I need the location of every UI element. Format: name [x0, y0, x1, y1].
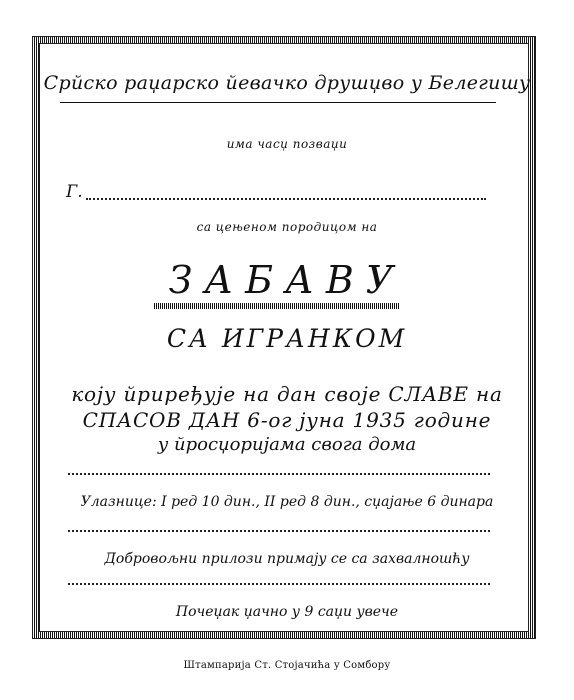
society-header: Срйско раџарско йевачко друшџво у Белегишу	[43, 72, 531, 94]
guest-prefix: Г.	[66, 182, 83, 202]
donations-note: Добровољни прилози примају се са захвалношћу	[104, 551, 470, 567]
event-subtitle: СА ИГРАНКОМ	[166, 324, 408, 353]
dotted-separator	[68, 583, 490, 585]
dotted-separator	[68, 530, 490, 532]
ticket-prices: Улазнице: I ред 10 дин., II ред 8 дин., сџајање 6 динара	[80, 494, 494, 510]
event-line-2: СПАСОВ ДАН 6-ог јуна 1935 године	[82, 408, 492, 432]
start-time: Почеџак џачно у 9 саџи увече	[175, 604, 399, 620]
printer-credit: Штампарија Ст. Стојачића у Сомбору	[183, 660, 391, 671]
title-underline	[154, 303, 400, 309]
event-line-1: коју йриређује на дан своје СЛАВЕ на	[71, 382, 503, 406]
event-line-3: у йросџоријама свога дома	[157, 434, 417, 455]
dotted-separator	[68, 473, 490, 475]
family-line: са цењеном породицом на	[196, 220, 378, 234]
guest-name-line	[86, 198, 486, 200]
invite-line: има часџ позваџи	[226, 137, 348, 151]
header-rule	[60, 102, 496, 103]
event-title: ЗАБАВУ	[168, 258, 406, 302]
